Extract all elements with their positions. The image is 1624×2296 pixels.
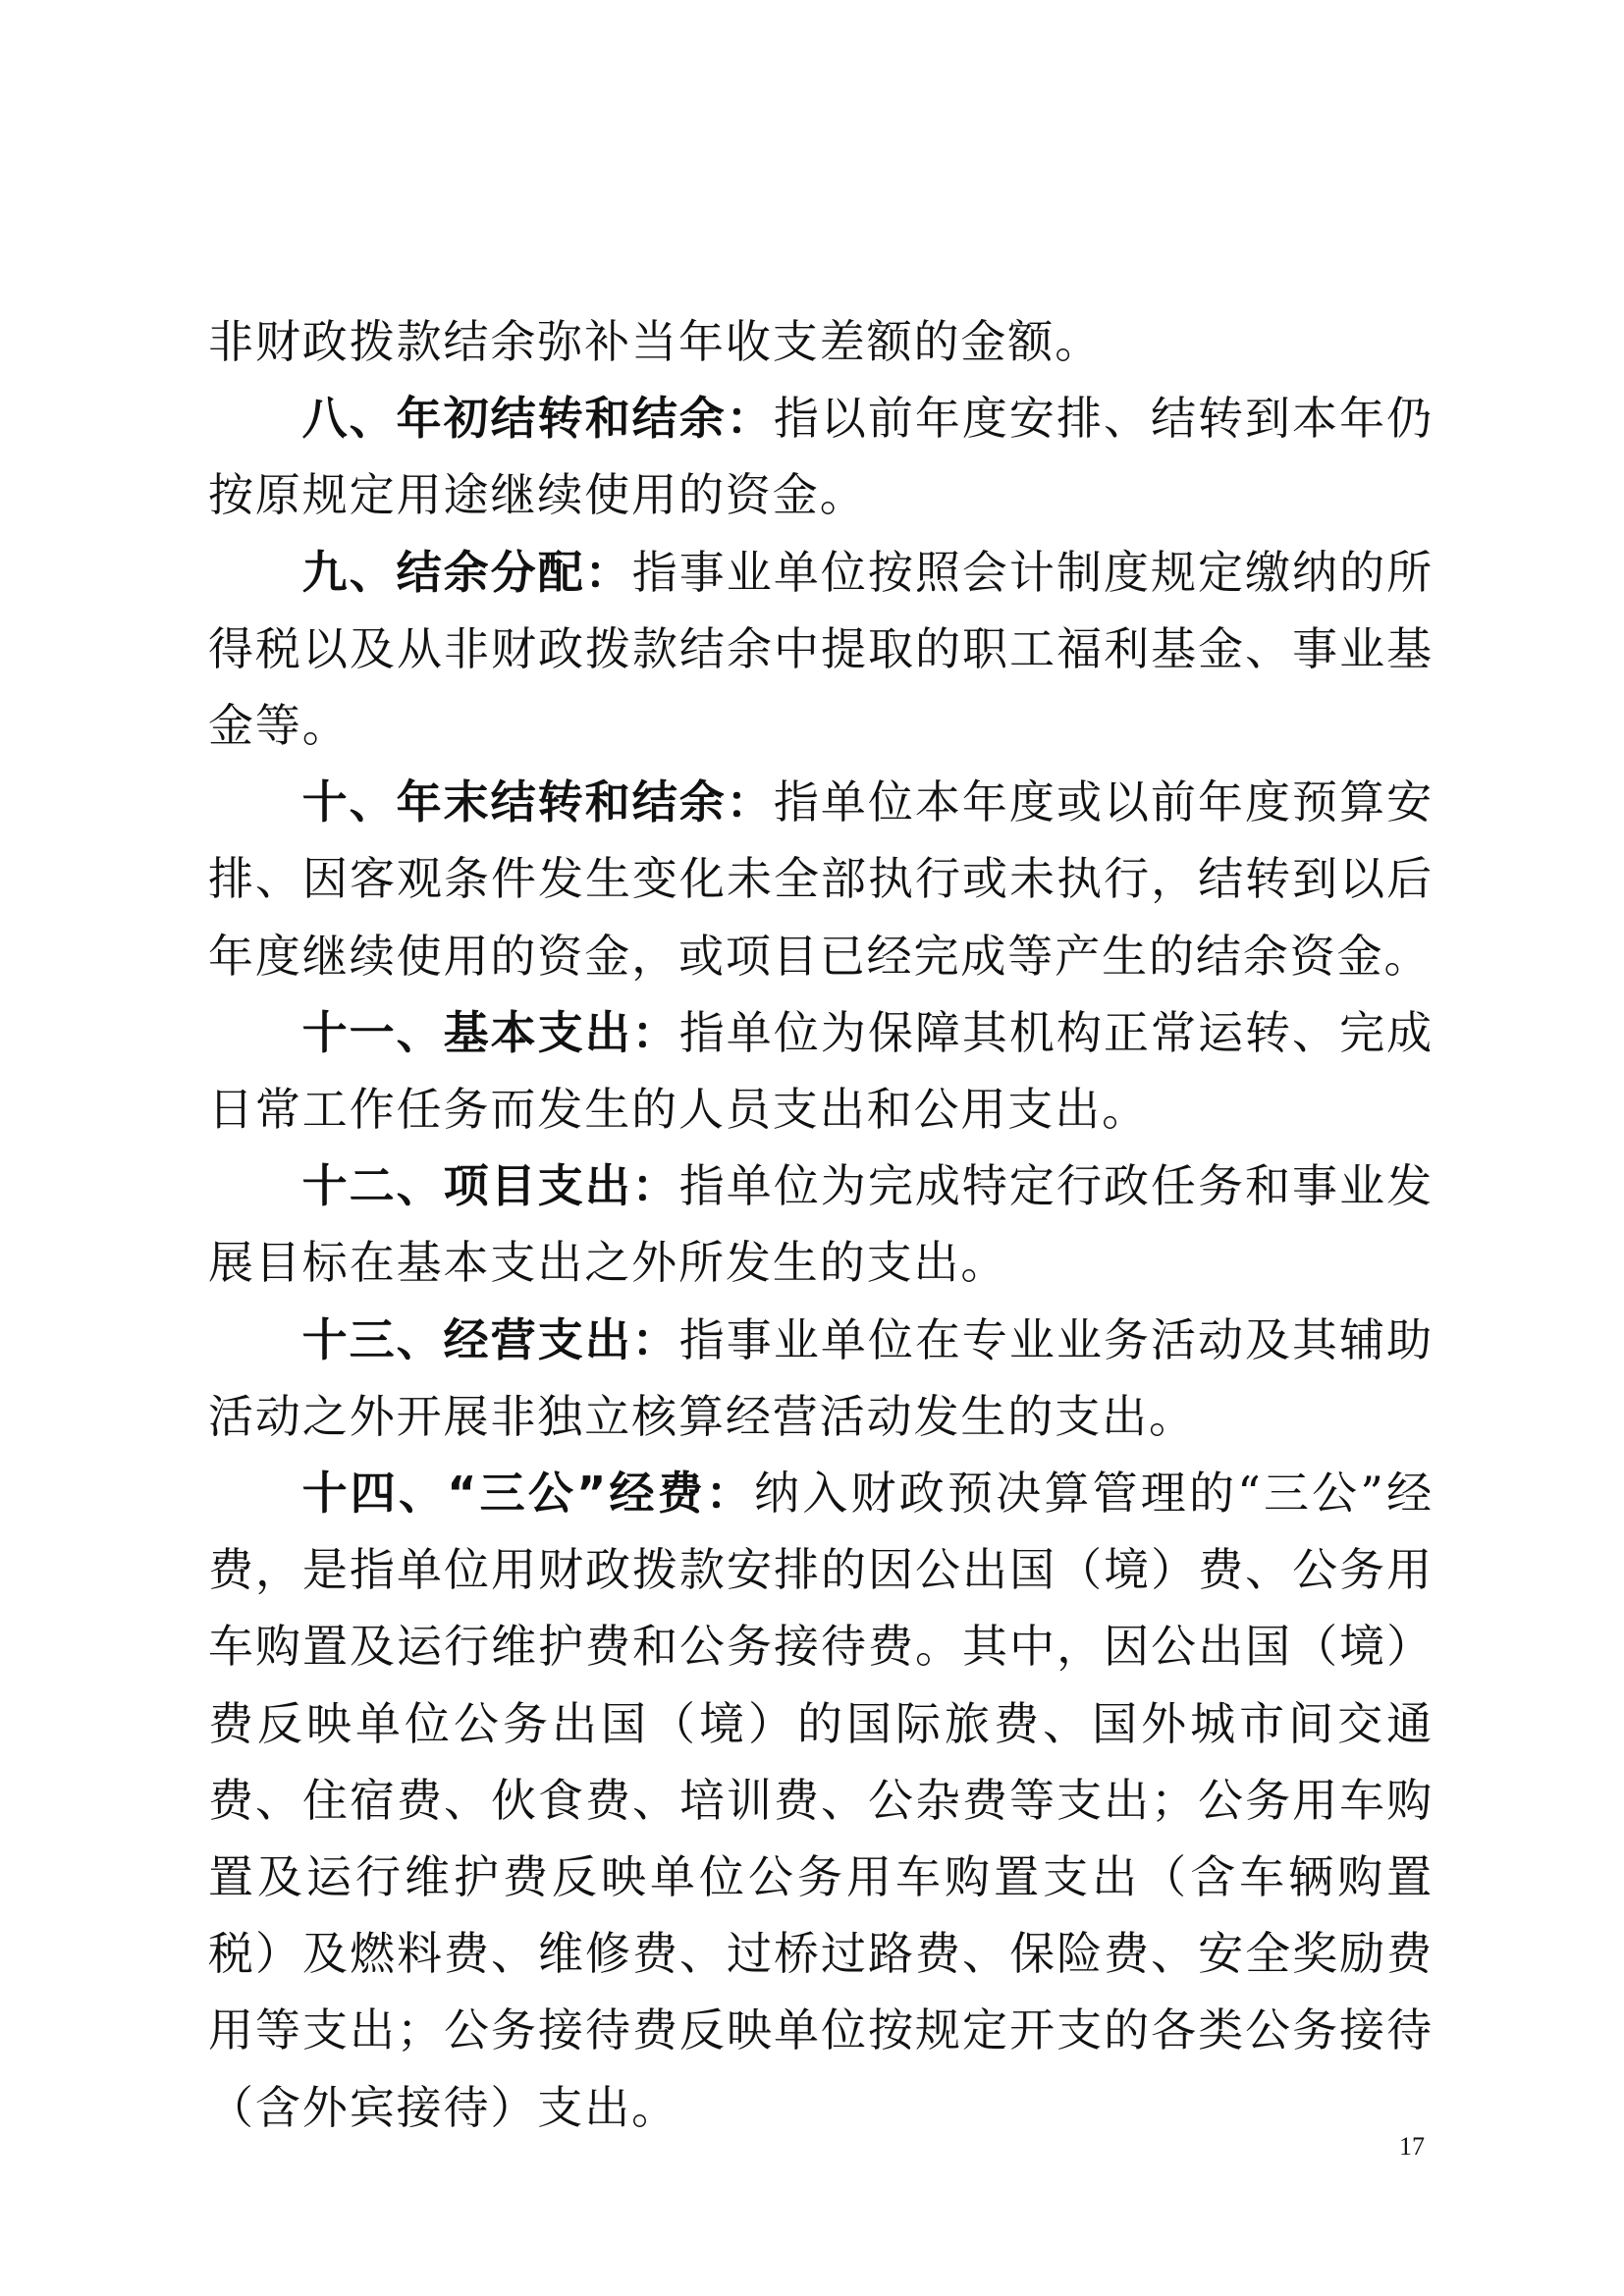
term-heading: 十二、项目支出： <box>301 1159 679 1213</box>
term-heading: 九、结余分配： <box>301 545 632 599</box>
term-heading: 十四、“三公”经费： <box>301 1467 755 1521</box>
paragraph-12 <box>208 1148 1434 1301</box>
term-definition: 指事业单位在专业业务活动及其辅助活动之外开展非独立核算经营活动发生的支出。 <box>208 1312 1435 1443</box>
term-definition: 指单位为保障其机构正常运转、完成日常工作任务而发生的人员支出和公用支出。 <box>208 1005 1435 1137</box>
paragraph-14 <box>208 1455 1434 2146</box>
document-body <box>208 303 1434 2146</box>
paragraph-continuation: 非财政拨款结余弥补当年收支差额的金额。 <box>208 315 1103 368</box>
paragraph-10 <box>208 764 1434 994</box>
term-heading: 八、年初结转和结余： <box>301 392 774 446</box>
term-heading: 十一、基本支出： <box>301 1005 679 1059</box>
paragraph-8 <box>208 380 1434 533</box>
term-definition: 指单位为完成特定行政任务和事业发展目标在基本支出之外所发生的支出。 <box>208 1159 1435 1290</box>
paragraph-13 <box>208 1302 1434 1455</box>
paragraph-11 <box>208 994 1434 1148</box>
term-definition: 指单位本年度或以前年度预算安排、因客观条件发生变化未全部执行或未执行，结转到以后年度继续使用的资金，或项目已经完成等产生的结余资金。 <box>208 775 1434 983</box>
term-definition: 指以前年度安排、结转到本年仍按原规定用途继续使用的资金。 <box>208 392 1434 522</box>
term-heading: 十三、经营支出： <box>301 1312 679 1366</box>
term-heading: 十、年末结转和结余： <box>301 775 774 829</box>
page-number: 17 <box>1399 2132 1425 2161</box>
paragraph-9 <box>208 534 1434 765</box>
term-definition: 纳入财政预决算管理的“三公”经费，是指单位用财政拨款安排的因公出国（境）费、公务用车购置及运行维护费和公务接待费。其中，因公出国（境）费反映单位公务出国（境）的国际旅费、国外城市间交通费、住宿费、伙食费、培训费、公杂费等支出；公务用车购置及运行维护费反映单位公务用车购置支出（含车辆购置税）及燃料费、维修费、过桥过路费、保险费、安全奖励费用等支出；公务接待费反映单位按规定开支的各类公务接待（含外宾接待）支出。 <box>208 1467 1434 2134</box>
term-definition: 指事业单位按照会计制度规定缴纳的所得税以及从非财政拨款结余中提取的职工福利基金、事业基金等。 <box>208 545 1434 753</box>
